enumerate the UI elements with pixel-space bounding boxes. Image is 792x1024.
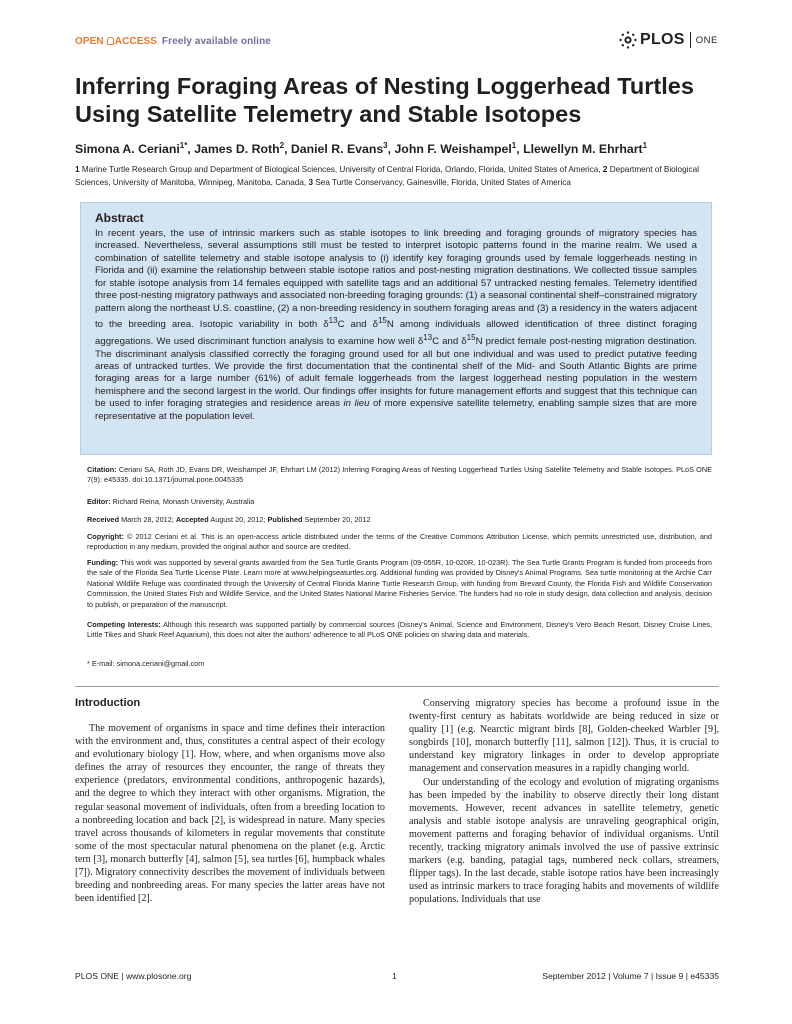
abstract-run: C and	[337, 319, 373, 331]
open-label: OPEN	[75, 36, 104, 47]
author-list: Simona A. Ceriani$^{1*}$, James D. Roth$^2$, Daniel R. Evans$^3$, John F. Weishampel$^1$, Llewellyn M. Ehrhart$^1$	[75, 141, 648, 157]
citation-block	[87, 465, 712, 486]
abstract-run: C and	[432, 336, 462, 348]
received-label: Received	[87, 515, 120, 524]
isotope-sup: 13	[423, 332, 433, 342]
body-column-right	[409, 697, 719, 907]
affil-text: Marine Turtle Research Group and Department of Biological Sciences, University of Central Florida, Orlando, Florida, United States of America,	[81, 165, 601, 174]
delta-symbol: δ	[323, 319, 329, 331]
isotope-sup: 13	[328, 316, 338, 326]
published-date: September 20, 2012	[304, 515, 371, 524]
copyright-text: © 2012 Ceriani et al. This is an open-access article distributed under the terms of the Creative Commons Attribution License, which permits unrestricted use, distribution, and reproduction in any medium, provided the original author and source are credited.	[87, 532, 712, 552]
isotope-sup: 15	[466, 332, 476, 342]
received-date: March 28, 2012;	[121, 515, 174, 524]
author-affil-sup: 3	[383, 141, 388, 150]
citation-text: Ceriani SA, Roth JD, Evans DR, Weishampel JF, Ehrhart LM (2012) Inferring Foraging Areas of Nesting Loggerhead Turtles Using Satellite Telemetry and Stable Isotopes. PLoS ONE 7(9): e45335. doi:10.1371/journal.pone.0045335	[87, 465, 712, 485]
editor-label: Editor:	[87, 497, 111, 506]
affil-number: 1	[75, 165, 80, 174]
editor-text: Richard Reina, Monash University, Australia	[112, 497, 255, 506]
abstract-run: of more expensive satellite telemetry, enabling sample sizes that are more representative at the population level.	[95, 398, 698, 422]
one-wordmark: ONE	[695, 34, 718, 46]
author-name: Simona A. Ceriani	[75, 142, 180, 157]
abstract-run: N among individuals allowed identification of three distinct foraging aggregations. We used discriminant function analysis to examine how well	[95, 319, 697, 348]
author-name: James D. Roth	[194, 142, 280, 157]
author-affil-sup: 2	[279, 141, 285, 150]
editor-block	[87, 497, 712, 507]
accepted-date: August 20, 2012;	[210, 515, 266, 524]
funding-block	[87, 558, 712, 610]
body-paragraph: The movement of organisms in space and time defines their interaction with the environment and, thus, constitutes a central aspect of their ecology and evolutionary biology [1]. How, where, and when organisms move also defines the array of resources they encounter, the range of threats they experience (predators, environmental conditions, anthropogenic hazards), and the degree to which they interact with other organisms. Migration, the regular seasonal movement of individuals, often from a breeding location to a nonbreeding location and back [2], is widespread in nature. Many species travel across thousands of kilometers in regular movements that constitute some of the most spectacular natural phenomena on the planet (e.g. Arctic tern [3], monarch butterfly [4], salmon [5], sea turtles [6], humpback whales [7]). Migratory connectivity describes the movement of individuals between breeding and nonbreeding areas. For many species the latter areas have not been identified [2].	[75, 723, 385, 905]
delta-symbol: δ	[461, 336, 467, 348]
affiliations	[75, 164, 735, 189]
article-title: Inferring Foraging Areas of Nesting Loggerhead Turtles Using Satellite Telemetry and Stable Isotopes	[75, 73, 694, 127]
email-block	[87, 659, 712, 669]
abstract-heading: Abstract	[95, 211, 144, 225]
freely-available-label: Freely available online	[161, 36, 271, 47]
email-link[interactable]: simona.ceriani@gmail.com	[116, 659, 205, 668]
body-paragraph: Our understanding of the ecology and evolution of migrating organisms has been impeded by the inability to observe directly their long distant movements. However, recent advances in satellite telemetry, genetic analysis and stable isotope analysis are unraveling geographical origin, movement patterns and foraging behavior of individual organisms. Until recently, tracking migratory animals involved the use of passive extrinsic markers (e.g. banding, patagial tags, numbered neck collars, streamers, flipper tags). In the last decade, stable isotope ratios have been increasingly used as intrinsic markers to trace foraging habits and movements of wildlife populations. Individuals that use	[409, 776, 719, 906]
abstract-run: N predict female post-nesting migration destination. The discriminant analysis classified correctly the foraging ground used for all but one individual and was used to predict putative feeding areas of untracked turtles. We provide the first documentation that the continental shelf of the Mid- and South Atlantic Bights are prime foraging areas for a large number (61%) of adult female loggerheads from the largest loggerhead nesting population in the western hemisphere and the second largest in the world. Our findings offer insights for future management efforts and suggest that this technique can be used to infer foraging strategies and residence areas	[95, 336, 698, 410]
email-label: * E-mail:	[87, 659, 115, 668]
abstract-italic: in lieu	[343, 398, 370, 410]
delta-symbol: δ	[372, 319, 378, 331]
competing-label: Competing Interests:	[87, 620, 161, 629]
author-name: Llewellyn M. Ehrhart	[523, 142, 643, 157]
abstract-text	[95, 228, 697, 423]
citation-label: Citation:	[87, 465, 117, 474]
body-paragraph: Conserving migratory species has become a profound issue in the twenty-first century as habitats worldwide are being reduced in size or quality [1] (e.g. Nearctic migrant birds [8], Golden-cheeked Warbler [9], songbirds [10], monarch butterfly [11], salmon [12]). Thus, it is crucial to understand key migratory linkages in order to develop appropriate management and conservation measures in a rapidly changing world.	[409, 698, 719, 775]
logo-divider	[690, 32, 691, 48]
plos-wordmark: PLOS	[640, 31, 685, 48]
section-divider	[75, 686, 719, 687]
body-column-left	[75, 722, 385, 905]
published-label: Published	[267, 515, 303, 524]
affil-number: 3	[308, 177, 314, 187]
author-affil-sup: 1	[642, 141, 648, 150]
footer-page-number: 1	[392, 971, 397, 981]
open-lock-icon	[107, 37, 114, 45]
delta-symbol: δ	[417, 336, 424, 348]
competing-interests-block	[87, 620, 712, 641]
introduction-heading: Introduction	[75, 697, 141, 709]
open-access-banner	[75, 36, 271, 47]
author-name: Daniel R. Evans	[290, 142, 384, 157]
plos-sun-icon	[619, 31, 637, 49]
author-affil-sup: 1*	[179, 141, 188, 150]
affil-text: Sea Turtle Conservancy, Gainesville, Florida, United States of America	[315, 177, 571, 187]
copyright-label: Copyright:	[87, 532, 124, 541]
isotope-sup: 15	[377, 316, 387, 326]
plos-one-logo[interactable]	[619, 31, 718, 49]
author-name: John F. Weishampel	[394, 142, 512, 157]
funding-label: Funding:	[87, 558, 119, 567]
abstract-box	[80, 202, 712, 455]
competing-text: Although this research was supported partially by commercial sources (Disney's Animal, Science and Environment, Disney's Vero Beach Resort, Disney Cruise Lines, Little Tikes and Shark Reef Aquarium), this does not alter the authors' adherence to all PLoS ONE policies on sharing data and materials.	[87, 620, 713, 640]
affil-text: Department of Biological Sciences, University of Manitoba, Winnipeg, Manitoba, Canada,	[75, 165, 699, 187]
author-affil-sup: 1	[511, 141, 517, 150]
access-label: ACCESS	[114, 36, 158, 47]
footer-journal: PLOS ONE | www.plosone.org	[75, 971, 192, 981]
copyright-block	[87, 532, 712, 553]
funding-text: This work was supported by several grants awarded from the Sea Turtle Grants Program (09-055R, 10-020R, 10-023R). The Sea Turtle Grants Program is funded from proceeds from the sale of the Florida Sea Turtle License Plate. Learn more at www.helpingseaturtles.org. Additional funding was provided by Disney's Animal Programs. Sea turtle monitoring at the Archie Carr National Wildlife Refuge was coordinated through the University of Central Florida Marine Turtle Research Group, with funding from Brevard County, the Florida Fish and Wildlife Conservation Commission, the United States Fish and Wildlife Service, and the United States National Marine Fisheries Service. The funders had no role in study design, data collection and analysis, decision to publish, or preparation of the manuscript.	[87, 558, 712, 609]
footer-issue-info: September 2012 | Volume 7 | Issue 9 | e45335	[542, 971, 719, 981]
accepted-label: Accepted	[175, 515, 209, 524]
dates-block	[87, 515, 712, 525]
affil-number: 2	[602, 165, 608, 174]
abstract-run: In recent years, the use of intrinsic markers such as stable isotopes to link breeding and foraging grounds of migratory species has increased. Nevertheless, several assumptions still must be tested to interpret isotopic patterns found in the marine realm. We used a combination of satellite telemetry and stable isotope analysis to (i) identify key foraging grounds used by female loggerheads nesting in Florida and (ii) examine the relationship between stable isotope ratios and post-nesting migration destinations. We collected tissue samples for stable isotope analysis from 14 females equipped with satellite tags and an additional 57 untracked nesting females. Telemetry identified three post-nesting migratory pathways and associated non-breeding foraging grounds: (1) a seasonal continental shelf–constrained migratory pattern along the northeast U.S. coastline, (2) a non-breeding residency in southern foraging areas and (3) a residency in the waters adjacent to the breeding area. Isotopic variability in both	[95, 228, 697, 331]
